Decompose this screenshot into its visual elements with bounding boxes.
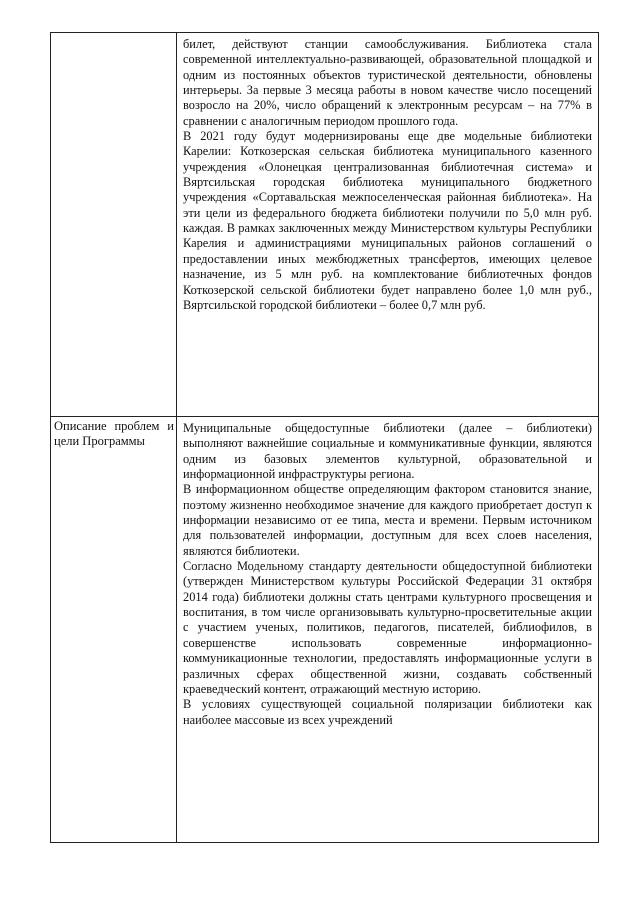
row-content-cell <box>177 417 599 843</box>
paragraph: В информационном обществе определяющим фактором становится знание, поэтому жизненно необходимое значение для каждого приобретает доступ к информации независимо от ее типа, места и времени. Первым источником для пользователей информации, доступным для всех слоев населения, являются библиотеки. <box>183 482 592 558</box>
table-row <box>51 33 599 417</box>
paragraph: В условиях существующей социальной поляризации библиотеки как наиболее массовые из всех учреждений <box>183 697 592 727</box>
row-label-cell <box>51 33 177 417</box>
document-table <box>50 32 599 843</box>
paragraph: Муниципальные общедоступные библиотеки (далее – библиотеки) выполняют важнейшие социальные и коммуникативные функции, являются одним из базовых элементов культурной, образовательной и информационной инфраструктуры региона. <box>183 421 592 482</box>
paragraph: билет, действуют станции самообслуживания. Библиотека стала современной интеллектуально-развивающей, образовательной площадкой и одним из постоянных объектов туристической деятельности, обновлены интерьеры. За первые 3 месяца работы в новом качестве число посещений возросло на 20%, число обращений к электронным ресурсам – на 77% в сравнении с аналогичным периодом прошлого года. <box>183 37 592 128</box>
table-row <box>51 417 599 843</box>
paragraph: Согласно Модельному стандарту деятельности общедоступной библиотеки (утвержден Министерством культуры Российской Федерации 31 октября 2014 года) библиотеки должны стать центрами культурного просвещения и воспитания, в том числе организовывать культурно-просветительные акции с участием ученых, политиков, педагогов, писателей, библиофилов, в совершенстве использовать современные информационно-коммуникационные технологии, предоставлять информационные услуги в различных сферах общественной жизни, создавать собственный краеведческий контент, отражающий местную историю. <box>183 559 592 696</box>
paragraph: В 2021 году будут модернизированы еще две модельные библиотеки Карелии: Коткозерская сельская библиотека муниципального казенного учреждения «Олонецкая централизованная библиотечная система» и Вяртсильская городская библиотека муниципального бюджетного учреждения «Сортавальская межпоселенческая районная библиотека». На эти цели из федерального бюджета библиотеки получили по 5,0 млн руб. каждая. В рамках заключенных между Министерством культуры Республики Карелия и администрациями муниципальных районов соглашений о предоставлении иных межбюджетных трансфертов, имеющих целевое назначение, из 5 млн руб. на комплектование библиотечных фондов Коткозерской сельской библиотеки будет направлено более 1,0 млн руб., Вяртсильской городской библиотеки – более 0,7 млн руб. <box>183 129 592 312</box>
row-label-cell: Описание проблем и цели Программы <box>51 417 177 843</box>
row-content-cell <box>177 33 599 417</box>
